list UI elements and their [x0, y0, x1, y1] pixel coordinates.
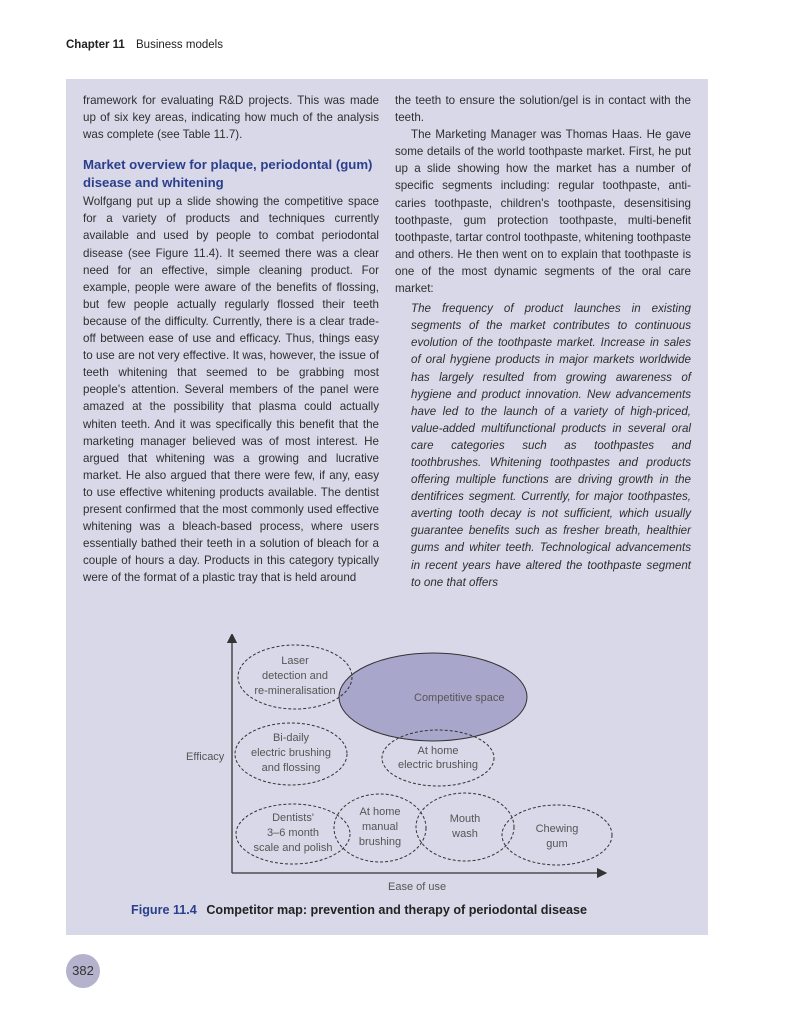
- at-home-manual-label-3: brushing: [358, 836, 402, 848]
- at-home-electric-label-2: electric brushing: [397, 759, 479, 771]
- figure-caption: [131, 903, 587, 917]
- mouth-wash-ellipse: [416, 793, 514, 861]
- bi-daily-label-1: Bi-daily: [272, 732, 310, 744]
- left-paragraph-1: framework for evaluating R&D projects. This was made up of six key areas, indicating how much of the analysis was complete (see Table 11.7).: [83, 94, 379, 142]
- laser-label-2: detection and: [261, 670, 329, 682]
- at-home-manual-label-2: manual: [361, 821, 399, 833]
- block-quote: The frequency of product launches in existing segments of the market contributes to continuous evolution of the toothpaste market. Increase in sales of oral hygiene products in major markets worldwide has largely resulted from growing awareness of hygiene and product innovation. New advancements have led to the launch of a variety of high-priced, value-added multifunctional products in several oral care categories such as toothpastes and toothbrushes. Whitening toothpastes and products offering multiple functions are driving growth in the dentifrices segment. Currently, for major toothpastes, averting tooth decay is not sufficient, which usually guarantee benefits such as fresher breath, healthier gums and whiter teeth. Technological advancements in recent years have altered the toothpaste segment to one that offers: [411, 302, 691, 589]
- section-heading: Market overview for plaque, periodontal (gum) disease and whitening: [83, 157, 373, 190]
- x-axis-label: Ease of use: [388, 881, 447, 893]
- left-paragraph-2: Wolfgang put up a slide showing the competitive space for a variety of products and techniques currently available and used by people to combat periodontal disease (see Figure 11.4). It seemed there was a clear need for an effective, simple cleaning product. For example, people were aware of the benefits of flossing, but few people actually regularly flossed their teeth because of the difficulty. Currently, there is a clear trade-off between ease of use and efficacy. Thus, things easy to use are not very effective. It was, however, the issue of teeth whitening that seemed to be grabbing most people's attention. Several members of the panel were amazed at the possibility that plasma could actually whiten teeth. And it was specifically this benefit that the marketing manager believed was of most interest. He argued that whitening was a growing and lucrative market. He also argued that there were few, if any, easy to use effective whitening products available. The dentist present confirmed that the most commonly used effective whitening was a bleach-based process, where users essentially bathed their teeth in a solution of bleach for a couple of hours a day. Products in this category typically were of the format of a plastic tray that is held around: [83, 195, 379, 585]
- running-header: [66, 39, 223, 51]
- page-number: 382: [66, 954, 100, 988]
- figure-number: Figure 11.4: [131, 903, 197, 917]
- chewing-gum-label-1: Chewing: [535, 823, 579, 835]
- right-paragraph-1: the teeth to ensure the solution/gel is in contact with the teeth.: [395, 94, 691, 125]
- bi-daily-label-3: and flossing: [261, 762, 321, 774]
- at-home-manual-label-1: At home: [359, 806, 401, 818]
- chewing-gum-ellipse: [502, 805, 612, 865]
- figure-caption-text: Competitor map: prevention and therapy of periodontal disease: [206, 903, 587, 917]
- laser-label-3: re-mineralisation: [254, 685, 336, 697]
- mouth-wash-label-2: wash: [452, 828, 478, 840]
- chapter-label: Chapter 11: [66, 39, 125, 51]
- bi-daily-label-2: electric brushing: [250, 747, 332, 759]
- dentists-label-2: 3–6 month: [267, 827, 319, 839]
- dentists-label-1: Dentists': [272, 812, 314, 824]
- dentists-label-3: scale and polish: [253, 842, 333, 854]
- right-column: [395, 92, 691, 591]
- case-study-panel: [66, 79, 708, 935]
- left-column: [83, 92, 379, 586]
- laser-label-1: Laser: [281, 655, 309, 667]
- competitor-map-figure: [66, 634, 708, 904]
- competitor-map-svg: [66, 634, 708, 904]
- right-paragraph-2: The Marketing Manager was Thomas Haas. He gave some details of the world toothpaste market. First, he put up a slide showing how the market has a number of specific segments including: regular toothpaste, anti-caries toothpaste, children's toothpaste, desensitising toothpaste, gum protection toothpaste, multi-benefit toothpaste, tartar control toothpaste, whitening toothpaste and others. He then went on to explain that toothpaste is one of the most dynamic segments of the oral care market:: [395, 128, 691, 296]
- y-axis-label: Efficacy: [186, 751, 225, 763]
- competitive-space-label: Competitive space: [414, 692, 505, 704]
- at-home-electric-label-1: At home: [417, 745, 459, 757]
- chewing-gum-label-2: gum: [546, 838, 568, 850]
- chapter-title: Business models: [136, 39, 223, 51]
- mouth-wash-label-1: Mouth: [449, 813, 481, 825]
